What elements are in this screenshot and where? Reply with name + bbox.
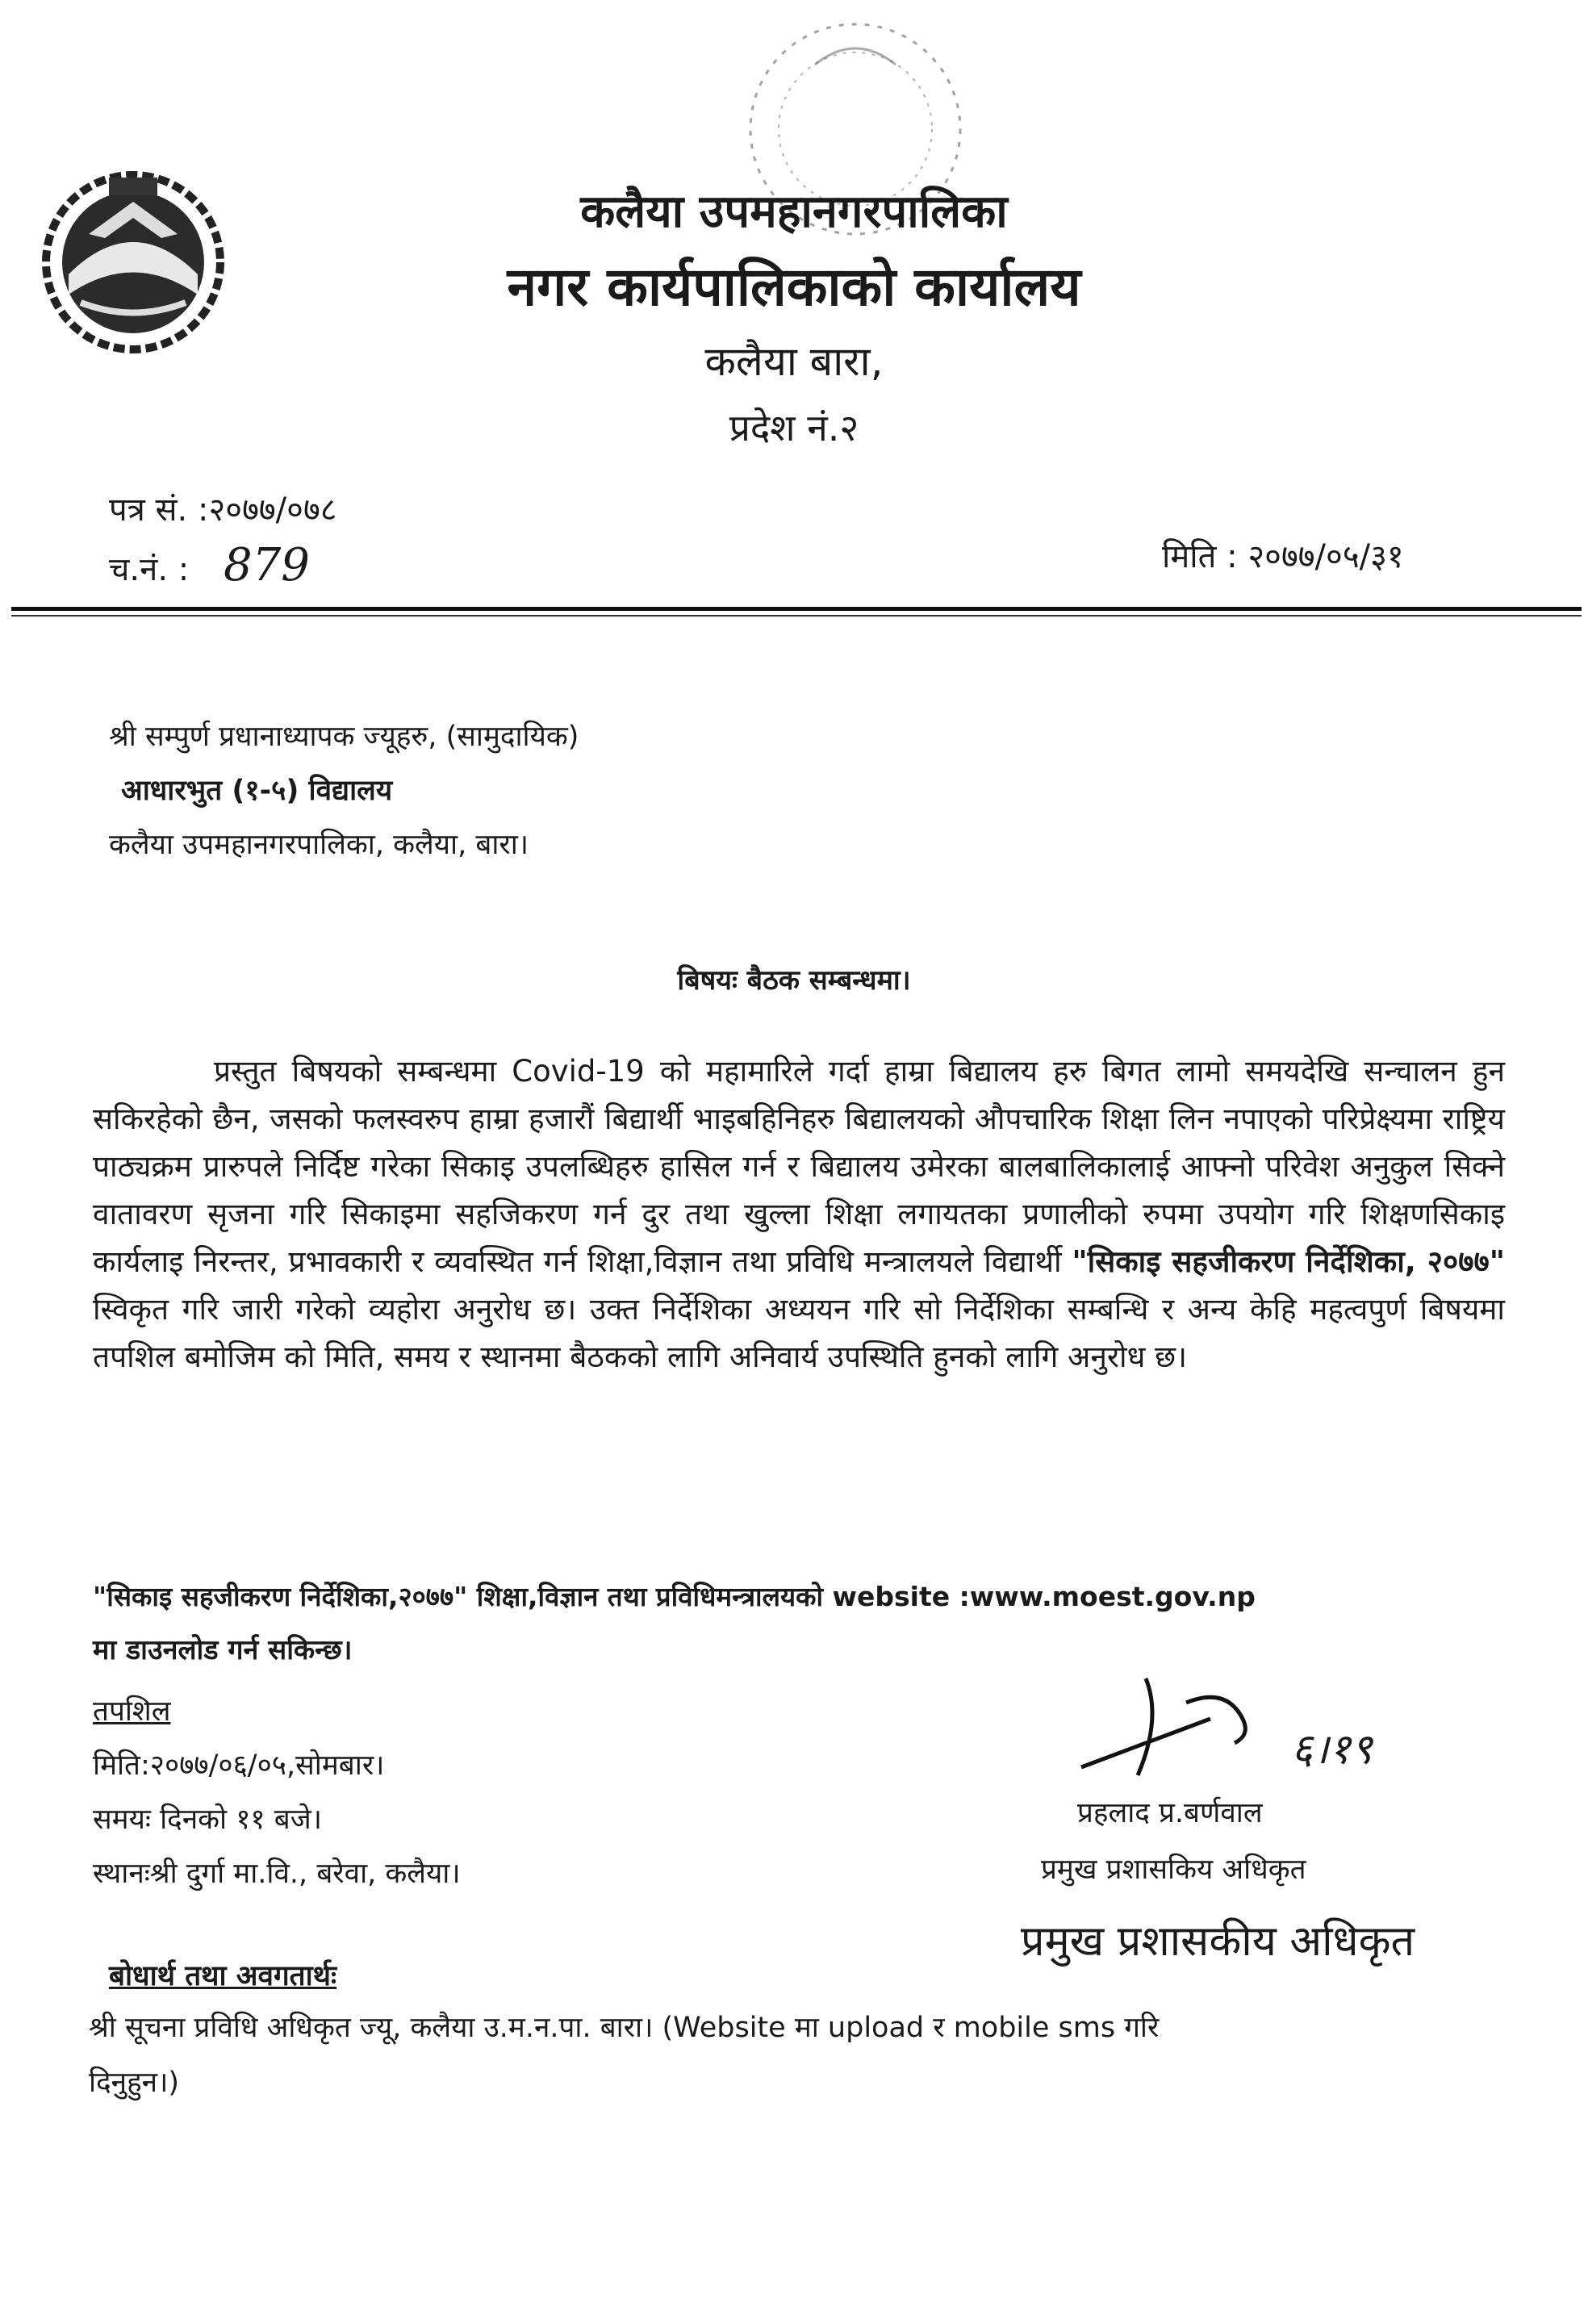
chalani-value: 879 — [223, 539, 310, 591]
chalani-label: च.नं. : — [109, 551, 190, 588]
download-note-line-2: मा डाउनलोड गर्न सकिन्छ। — [93, 1634, 353, 1666]
date-label: मिति : — [1162, 538, 1238, 575]
guideline-title: "सिकाइ सहजीकरण निर्देशिका, २०७७" — [1072, 1244, 1505, 1279]
recipient-line-1: श्री सम्पुर्ण प्रधानाध्यापक ज्यूहरु, (सामुदायिक) — [109, 721, 579, 753]
subject-line: बिषयः बैठक सम्बन्धमा। — [677, 964, 911, 997]
recipient-line-3: कलैया उपमहानगरपालिका, कलैया, बारा। — [109, 829, 529, 861]
signatory-name: प्रहलाद प्र.बर्णवाल — [1077, 1797, 1263, 1829]
letter-reference — [109, 486, 337, 530]
date-value: २०७७/०५/३१ — [1247, 538, 1404, 575]
patra-value: २०७७/०७८ — [208, 491, 337, 529]
office-name: नगर कार्यपालिकाको कार्यालय — [507, 256, 1081, 318]
cc-heading: बोधार्थ तथा अवगतार्थः — [109, 1960, 337, 1992]
schedule-date: मिति:२०७७/०६/०५,सोमबार। — [93, 1749, 385, 1782]
signature-date: ६।१९ — [1291, 1725, 1373, 1774]
dispatch-number — [109, 539, 310, 591]
cc-line-1: श्री सूचना प्रविधि अधिकृत ज्यू, कलैया उ.म.न.पा. बारा। (Website मा upload र mobile sms गरि — [89, 2012, 1160, 2044]
signatory-stamp-title: प्रमुख प्रशासकीय अधिकृत — [1021, 1917, 1415, 1966]
recipient-line-2: आधारभुत (१-५) विद्यालय — [121, 775, 393, 807]
patra-label: पत्र सं. : — [109, 491, 209, 529]
schedule-place: स्थानःश्री दुर्गा मा.वि., बरेवा, कलैया। — [93, 1858, 461, 1890]
body-paragraph — [93, 1047, 1505, 1381]
office-location: कलैया बारा, — [704, 338, 884, 385]
download-note-line-1: "सिकाइ सहजीकरण निर्देशिका,२०७७" शिक्षा,विज्ञान तथा प्रविधिमन्त्रालयको website :www.moest.gov.np — [93, 1581, 1256, 1612]
body-text-continued: स्विकृत गरि जारी गरेको व्यहोरा अनुरोध छ। उक्त निर्देशिका अध्ययन गरि सो निर्देशिका सम्बन्धि र अन्य केहि महत्वपुर्ण बिषयमा तपशिल बमोजिम को मिति, समय र स्थानमा बैठकको लागि अनिवार्य उपस्थिति हुनको लागि अनुरोध छ। — [93, 1292, 1505, 1374]
schedule-time: समयः दिनको ११ बजे। — [93, 1804, 322, 1836]
municipality-name: कलैया उपमहानगरपालिका — [580, 186, 1008, 238]
schedule-heading: तपशिल — [93, 1695, 171, 1728]
header-divider-thin — [11, 615, 1582, 617]
signatory-title: प्रमुख प्रशासकिय अधिकृत — [1041, 1854, 1306, 1886]
body-text: प्रस्तुत बिषयको सम्बन्धमा Covid-19 को महामारिले गर्दा हाम्रा बिद्यालय हरु बिगत लामो समयदेखि सन्चालन हुन सकिरहेको छैन, जसको फलस्वरुप हाम्रा हजारौं बिद्यार्थी भाइबहिनिहरु बिद्यालयको औपचारिक शिक्षा लिन नपाएको परिप्रेक्ष्यमा राष्ट्रिय पाठ्यक्रम प्रारुपले निर्दिष्ट गरेका सिकाइ उपलब्धिहरु हासिल गर्न र बिद्यालय उमेरका बालबालिकालाई आफ्नो परिवेश अनुकुल सिक्ने वातावरण सृजना गरि सिकाइमा सहजिकरण गर्न दुर तथा खुल्ला शिक्षा लगायतका प्रणालीको रुपमा उपयोग गरि शिक्षणसिकाइ कार्यलाइ निरन्तर, प्रभावकारी र व्यवस्थित गर्न शिक्षा,विज्ञान तथा प्रविधि मन्त्रालयले विद्यार्थी — [93, 1054, 1505, 1279]
cc-line-2: दिनुहुन।) — [89, 2067, 180, 2099]
province-label: प्रदेश नं.२ — [729, 406, 859, 449]
header-divider — [11, 607, 1582, 611]
letter-date — [1162, 533, 1404, 577]
